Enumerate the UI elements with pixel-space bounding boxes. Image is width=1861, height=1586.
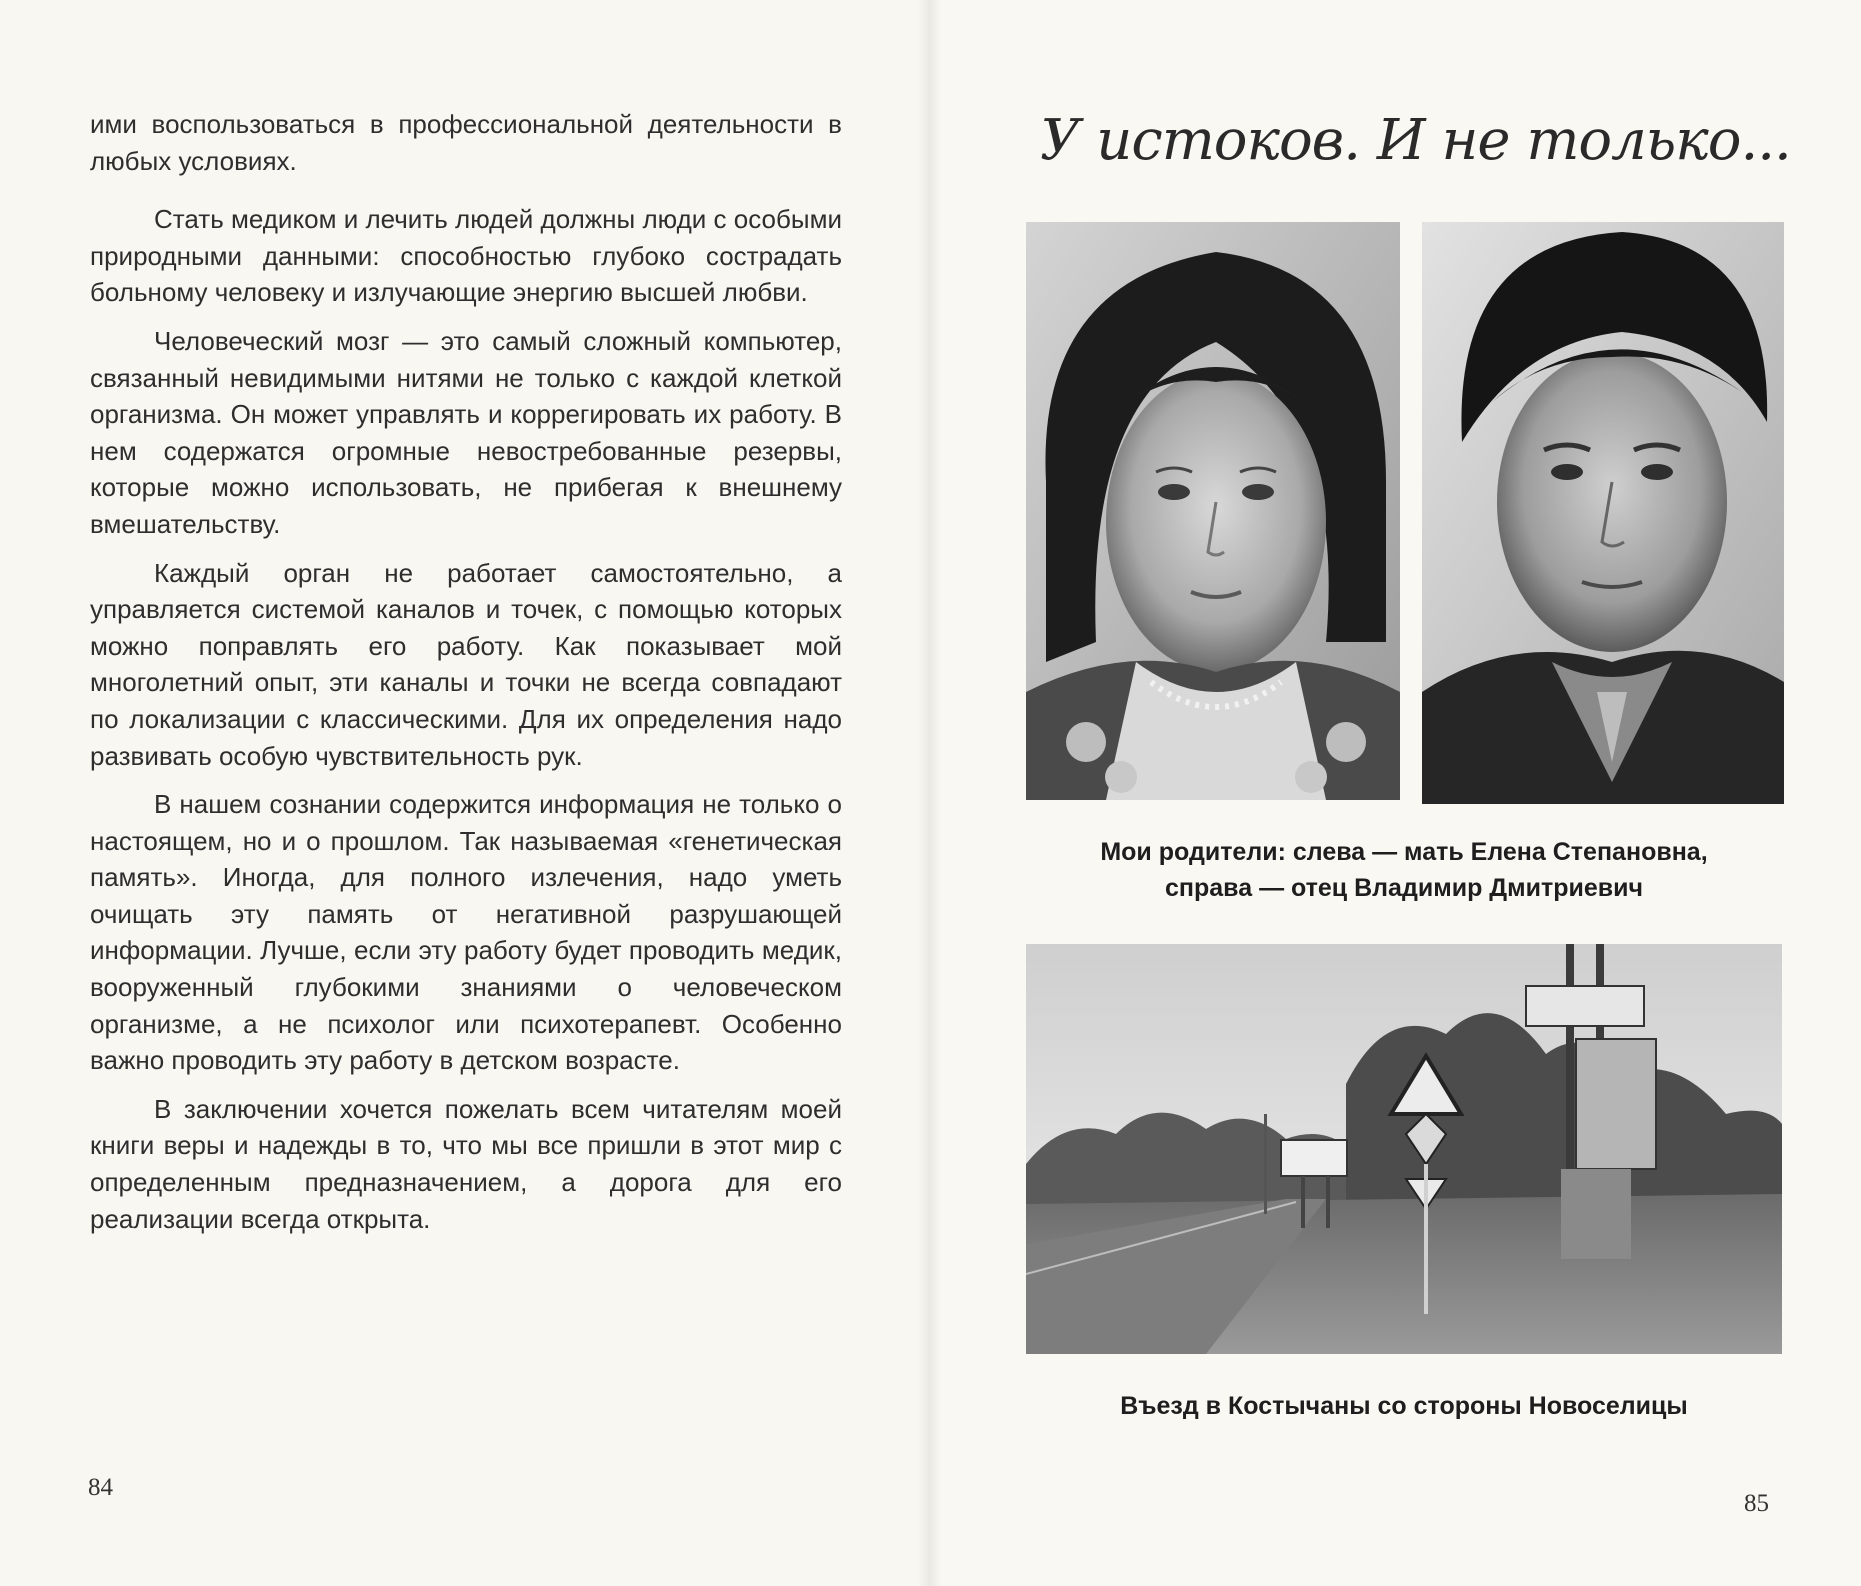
caption-parents	[1026, 834, 1782, 906]
caption-road: Въезд в Костычаны со стороны Новоселицы	[1120, 1392, 1688, 1420]
photo-mother	[1026, 222, 1400, 800]
paragraph: Каждый орган не работает самостоятельно, а управляется системой каналов и точек, с помощью которых можно поправлять его работу. Как показывает мой многолетний опыт, эти каналы и точки не всегда совпадают по локализации с классическими. Для их определения надо развивать особую чувствительность рук.	[90, 557, 842, 771]
book-gutter	[918, 0, 942, 1586]
caption-parents-line2: справа — отец Владимир Дмитриевич	[1165, 874, 1643, 902]
photo-road	[1026, 944, 1782, 1354]
paragraph: ими воспользоваться в профессиональной деятельности в любых условиях.	[90, 109, 842, 176]
paragraph: Стать медиком и лечить людей должны люди с особыми природными данными: способностью глубоко сострадать больному человеку и излучающие энергию высшей любви.	[90, 204, 842, 308]
paragraph: Человеческий мозг — это самый сложный компьютер, связанный невидимыми нитями не только с каждой клеткой организма. Он может управлять и коррегировать их работу. В нем содержатся огромные невостребованные резервы, которые можно использовать, не прибегая к внешнему вмешательству.	[90, 325, 842, 539]
photo-father	[1422, 222, 1784, 804]
left-page	[0, 0, 930, 1586]
chapter-title: У истоков. И не только...	[1040, 108, 1791, 173]
page-number-left: 84	[88, 1474, 113, 1501]
portrait-photo-woman	[1026, 222, 1400, 800]
portrait-photo-man	[1422, 222, 1784, 804]
body-text	[90, 106, 842, 1249]
caption-parents-line1: Мои родители: слева — мать Елена Степановна,	[1100, 838, 1708, 866]
page-number-right: 85	[1744, 1490, 1769, 1517]
paragraph: В нашем сознании содержится информация не только о настоящем, но и о прошлом. Так называемая «генетическая память». Иногда, для полного излечения, надо уметь очищать эту память от негативной разрушающей информации. Лучше, если эту работу будет проводить медик, вооруженный глубокими знаниями о человеческом организме, а не психолог или психотерапевт. Особенно важно проводить эту работу в детском возрасте.	[90, 789, 842, 1076]
paragraph: В заключении хочется пожелать всем читателям моей книги веры и надежды в то, что мы все пришли в этот мир с определенным предназначением, а дорога для его реализации всегда открыта.	[90, 1093, 842, 1234]
village-entrance-road-photo	[1026, 944, 1782, 1354]
